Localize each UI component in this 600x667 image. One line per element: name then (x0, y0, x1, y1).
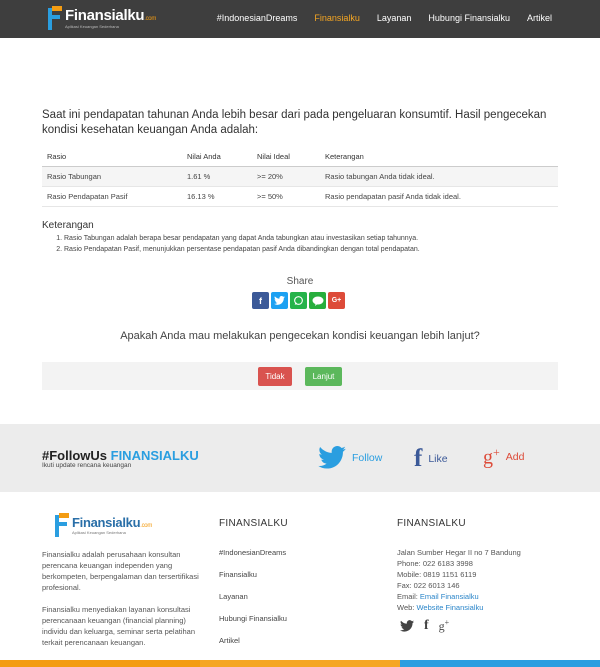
twitter-icon[interactable] (400, 620, 414, 632)
logo-text: Finansialku.com (72, 515, 153, 530)
table-header-row (42, 148, 558, 166)
footer-about (42, 549, 202, 659)
logo-tagline: Aplikasi Keuangan Sederhana (65, 24, 119, 29)
table-cell: 16.13 % (182, 186, 252, 206)
contact-address: Jalan Sumber Hegar II no 7 Bandung (397, 548, 521, 557)
brand-logo[interactable] (48, 6, 157, 32)
column-header: Rasio (42, 148, 182, 166)
table-cell: Rasio tabungan Anda tidak ideal. (320, 166, 558, 186)
twitter-follow-button[interactable] (318, 446, 382, 469)
footer-logo[interactable] (55, 513, 153, 541)
column-header: Nilai Anda (182, 148, 252, 166)
nav-item-finansialku[interactable]: Finansialku (314, 13, 360, 23)
footer-contact-title: FINANSIALKU (397, 518, 466, 529)
footer-social (400, 618, 449, 634)
stripe-amber (200, 660, 400, 667)
share-buttons (252, 292, 345, 309)
table-cell: Rasio pendapatan pasif Anda tidak ideal. (320, 186, 558, 206)
about-paragraph: Finansialku adalah perusahaan konsultan perencana keuangan independen yang berkompeten, berpengalaman dan tersertifikasi profesional. (42, 550, 199, 592)
about-paragraph: Finansialku menyediakan layanan konsultasi perencanaan keuangan (financial planning) individu dan keluarga, seminar serta pelatihan terkait perencanaan keuangan. (42, 605, 196, 647)
table-row (42, 166, 558, 186)
notes-title: Keterangan (42, 220, 94, 231)
follow-subtitle: Ikuti update rencana keuangan (42, 462, 132, 469)
top-navbar (0, 0, 600, 38)
nav-item-layanan[interactable]: Layanan (376, 13, 412, 23)
facebook-icon: f (414, 445, 423, 472)
twitter-follow-label: Follow (352, 451, 383, 464)
table-cell: 1.61 % (182, 166, 252, 186)
line-icon[interactable] (309, 292, 326, 309)
google-plus-icon[interactable]: G+ (328, 292, 345, 309)
table-cell: >= 20% (252, 166, 320, 186)
main-nav (217, 13, 552, 23)
footer-link-hubungi[interactable]: Hubungi Finansialku (219, 614, 287, 623)
contact-mobile: Mobile: 0819 1151 6119 (397, 570, 477, 579)
logo-text: Finansialku.com (65, 7, 157, 24)
website-link[interactable]: Website Finansialku (416, 603, 484, 612)
bottom-color-stripe (0, 660, 600, 667)
facebook-like-button[interactable] (414, 446, 448, 471)
stripe-blue (400, 660, 600, 667)
stripe-orange (0, 660, 200, 667)
footer-link-finansialku[interactable]: Finansialku (219, 570, 257, 579)
contact-email: Email: Email Finansialku (397, 592, 479, 601)
result-intro: Saat ini pendapatan tahunan Anda lebih besar dari pada pengeluaran konsumtif. Hasil pengecekan kondisi kesehatan keuangan Anda adalah: (42, 109, 547, 136)
list-item: 2. Rasio Pendapatan Pasif, menunjukkan persentase pendapatan pasif Anda dibandingkan dengan total pendapatan. (64, 244, 556, 255)
google-plus-add-label: Add (505, 450, 525, 463)
table-row (42, 186, 558, 206)
logo-tagline: Aplikasi Keuangan Sederhana (72, 530, 126, 535)
contact-fax: Fax: 022 6013 146 (397, 581, 460, 590)
footer-links (219, 548, 287, 658)
twitter-icon[interactable] (271, 292, 288, 309)
footer-links-title: FINANSIALKU (219, 518, 288, 529)
share-label: Share (286, 276, 314, 287)
ratio-table (42, 148, 558, 207)
action-panel (42, 362, 558, 390)
google-plus-add-button[interactable] (483, 446, 524, 468)
logo-mark-icon (55, 513, 69, 537)
logo-mark-icon (48, 6, 62, 30)
column-header: Nilai Ideal (252, 148, 320, 166)
twitter-icon (318, 446, 346, 469)
google-plus-icon: g+ (483, 445, 500, 469)
table-cell: Rasio Tabungan (42, 166, 182, 186)
contact-phone: Phone: 022 6183 3998 (397, 559, 473, 568)
contact-web: Web: Website Finansialku (397, 603, 484, 612)
list-item: 1. Rasio Tabungan adalah berapa besar pendapatan yang dapat Anda tabungkan atau investasikan setiap tahunnya. (64, 233, 556, 244)
table-cell: >= 50% (252, 186, 320, 206)
facebook-icon[interactable]: f (424, 618, 429, 633)
nav-item-artikel[interactable]: Artikel (526, 13, 552, 23)
followup-question: Apakah Anda mau melakukan pengecekan kondisi keuangan lebih lanjut? (120, 330, 480, 342)
footer-link-layanan[interactable]: Layanan (219, 592, 248, 601)
footer-link-indonesiandreams[interactable]: #IndonesianDreams (219, 548, 287, 557)
facebook-like-label: Like (428, 452, 448, 465)
footer-link-artikel[interactable]: Artikel (219, 636, 240, 645)
footer-contact (397, 547, 521, 613)
nav-item-indonesiandreams[interactable]: #IndonesianDreams (216, 13, 298, 23)
notes-list (56, 233, 556, 255)
google-plus-icon[interactable]: g+ (438, 618, 450, 633)
email-link[interactable]: Email Finansialku (419, 592, 479, 601)
nav-item-hubungi[interactable]: Hubungi Finansialku (428, 13, 510, 23)
column-header: Keterangan (320, 148, 558, 166)
follow-title: #FollowUs FINANSIALKU (42, 448, 199, 463)
whatsapp-icon[interactable] (290, 292, 307, 309)
lanjut-button[interactable]: Lanjut (305, 367, 342, 386)
table-cell: Rasio Pendapatan Pasif (42, 186, 182, 206)
tidak-button[interactable]: Tidak (258, 367, 292, 386)
facebook-icon[interactable]: f (252, 292, 269, 309)
